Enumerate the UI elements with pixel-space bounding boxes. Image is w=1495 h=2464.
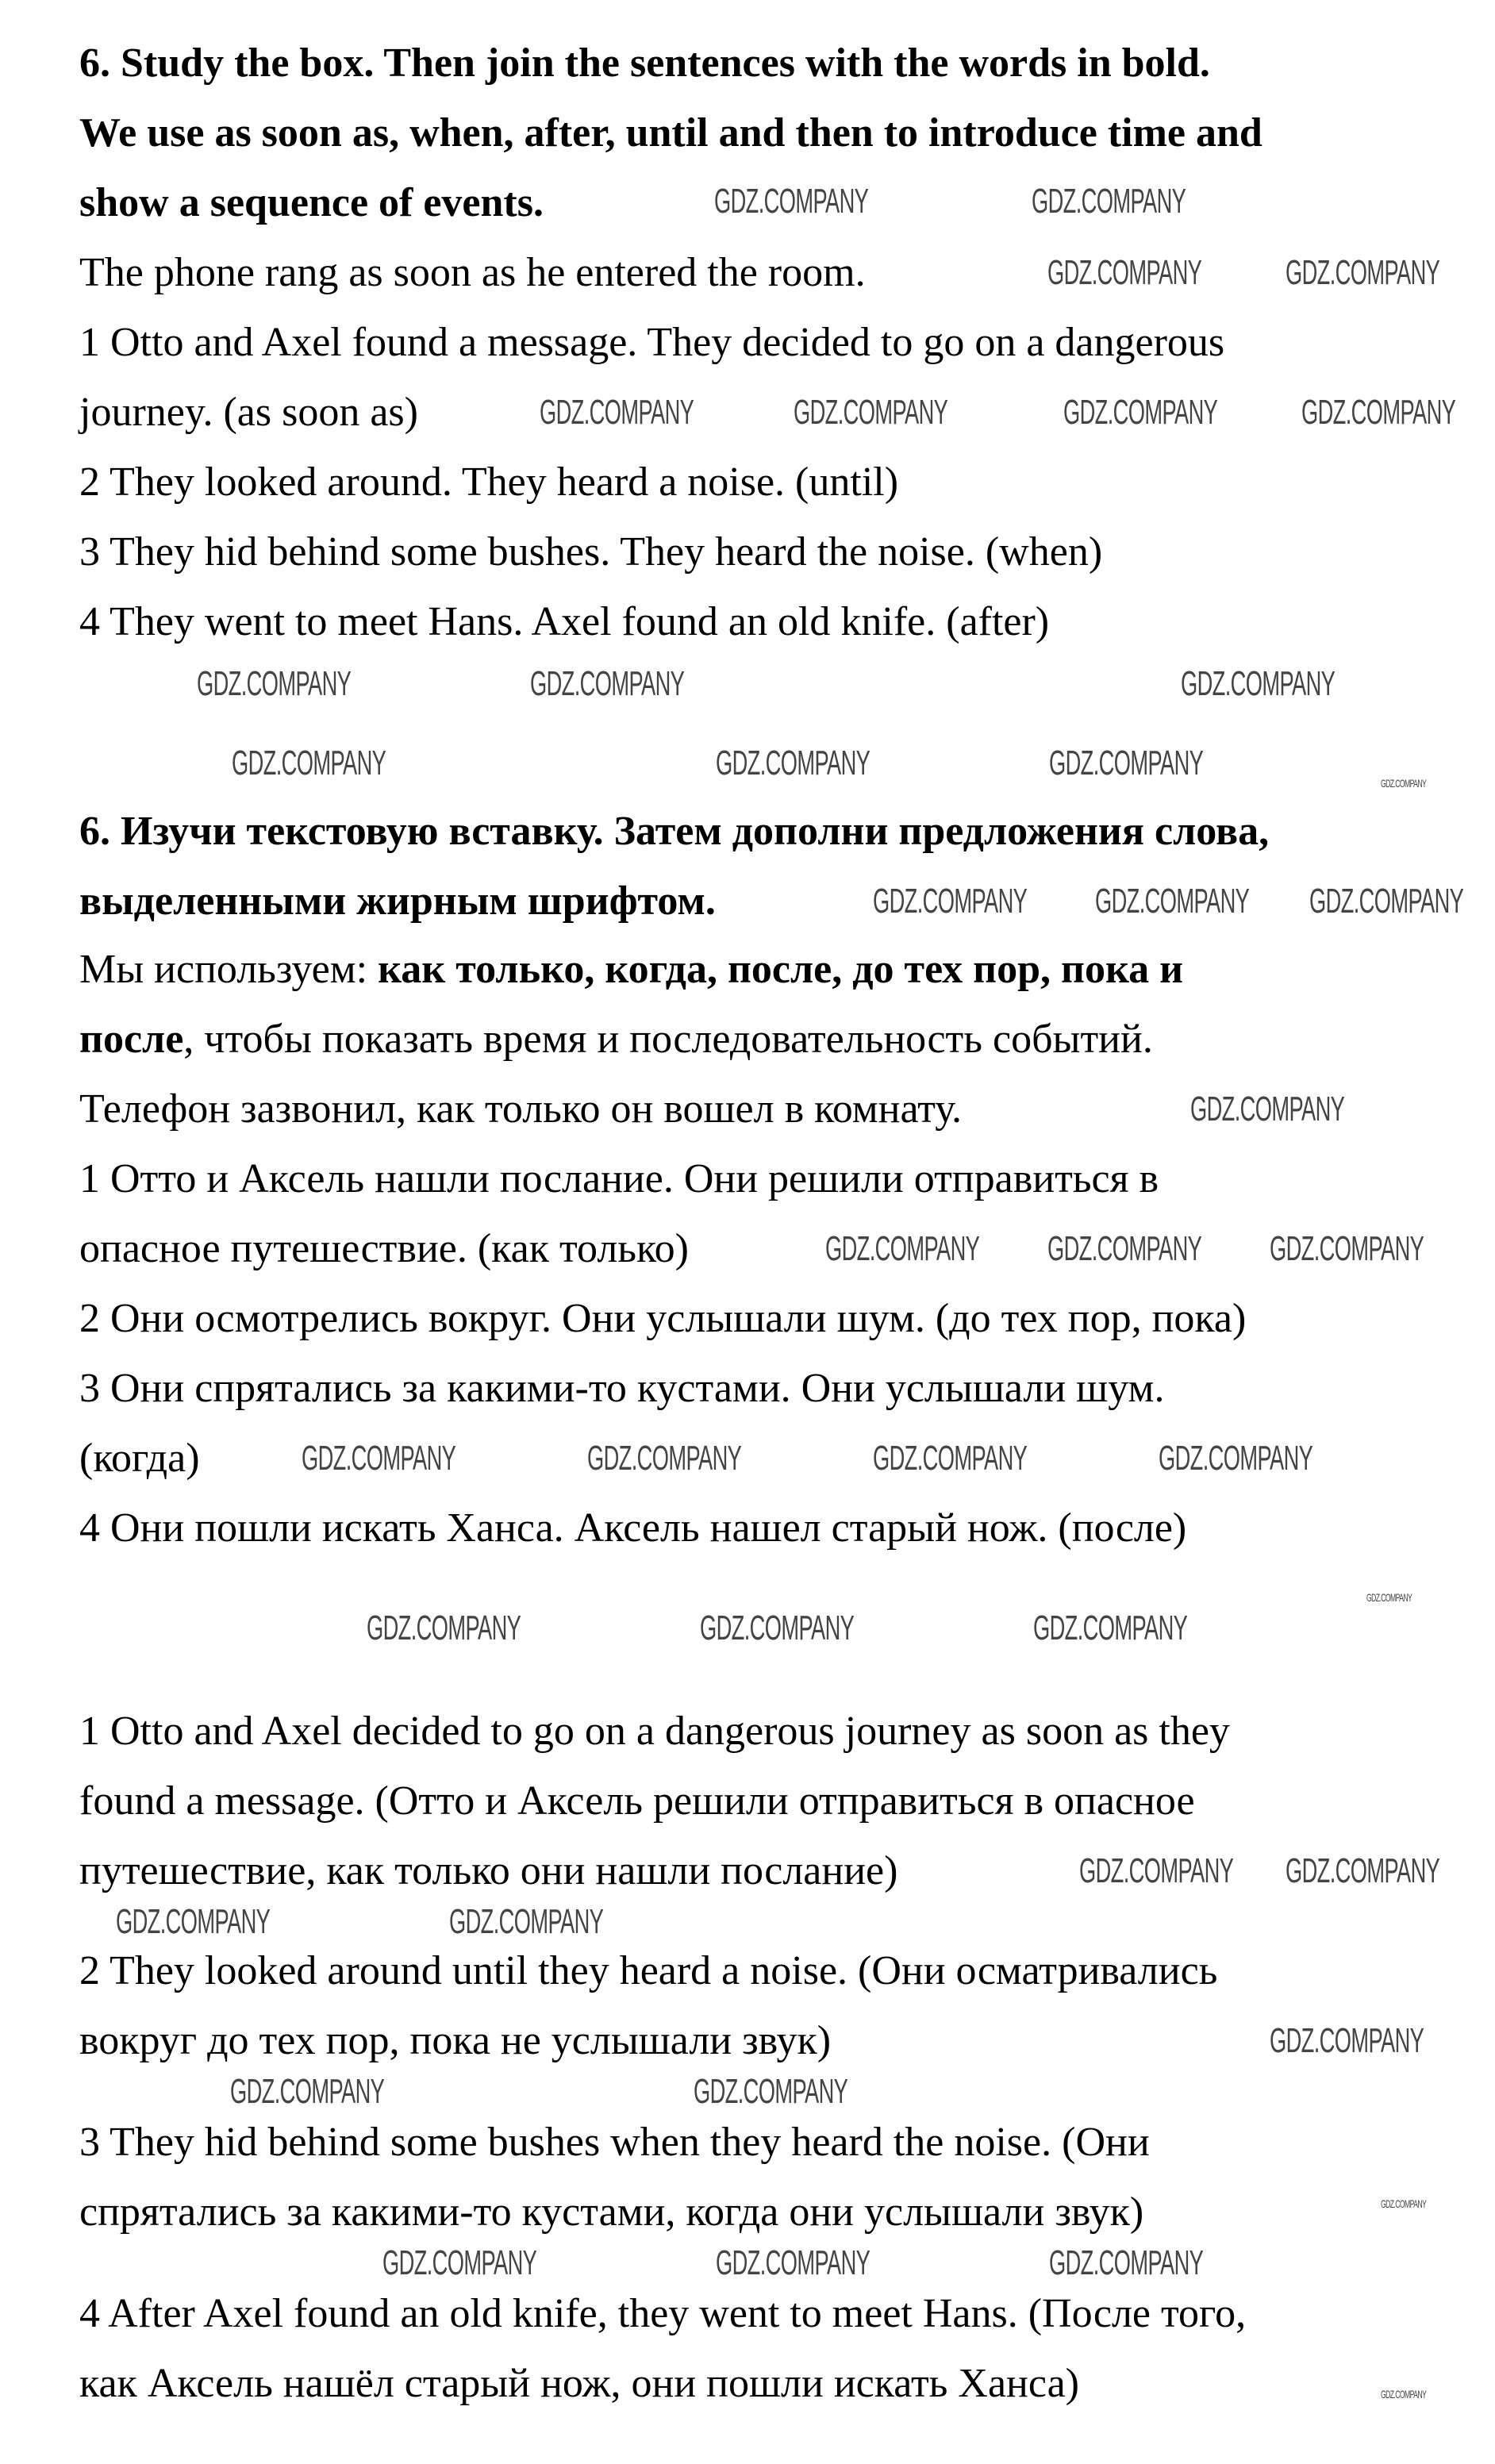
watermark: GDZ.COMPANY — [1270, 2021, 1424, 2060]
watermark: GDZ.COMPANY — [1286, 1851, 1440, 1890]
watermark: GDZ.COMPANY — [794, 393, 948, 432]
watermark: GDZ.COMPANY — [116, 1902, 271, 1941]
intro-suffix: , чтобы показать время и последовательность событий. — [183, 1017, 1153, 1062]
exercise-item: journey. (as soon as) — [79, 390, 418, 435]
task-title: 6. Study the box. Then join the sentences with the words in bold. — [79, 40, 1210, 86]
watermark: GDZ.COMPANY — [694, 2072, 848, 2111]
watermark: GDZ.COMPANY — [540, 393, 694, 432]
task-title: выделенными жирным шрифтом. — [79, 878, 716, 924]
watermark: GDZ.COMPANY — [1381, 2197, 1427, 2210]
answer-line: 2 They looked around until they heard a noise. (Они осматривались — [79, 1948, 1218, 1993]
box-text: We use as soon as, when, after, until and then to introduce time and — [79, 110, 1262, 156]
watermark: GDZ.COMPANY — [825, 1229, 980, 1268]
intro-prefix: Мы используем: — [79, 947, 379, 992]
exercise-item: 4 They went to meet Hans. Axel found an old knife. (after) — [79, 599, 1050, 644]
watermark: GDZ.COMPANY — [716, 744, 870, 782]
exercise-item: 2 Они осмотрелись вокруг. Они услышали шум. (до тех пор, пока) — [79, 1296, 1247, 1341]
exercise-item: 1 Отто и Аксель нашли послание. Они решили отправиться в — [79, 1156, 1159, 1201]
answer-line: путешествие, как только они нашли послание) — [79, 1848, 898, 1893]
watermark: GDZ.COMPANY — [1270, 1229, 1424, 1268]
watermark: GDZ.COMPANY — [1033, 1609, 1188, 1647]
watermark: GDZ.COMPANY — [382, 2243, 537, 2282]
watermark: GDZ.COMPANY — [1286, 253, 1440, 292]
watermark: GDZ.COMPANY — [873, 1439, 1028, 1478]
watermark: GDZ.COMPANY — [1079, 1851, 1234, 1890]
watermark: GDZ.COMPANY — [1181, 664, 1336, 703]
watermark: GDZ.COMPANY — [1047, 1229, 1202, 1268]
answer-line: found a message. (Отто и Аксель решили отправиться в опасное — [79, 1778, 1195, 1824]
exercise-item: 3 Они спрятались за какими-то кустами. Они услышали шум. — [79, 1366, 1165, 1411]
watermark: GDZ.COMPANY — [1049, 744, 1204, 782]
exercise-item: 3 They hid behind some bushes. They heard the noise. (when) — [79, 529, 1103, 575]
example-sentence: The phone rang as soon as he entered the room. — [79, 250, 866, 295]
intro-bold: после — [79, 1017, 184, 1062]
watermark: GDZ.COMPANY — [449, 1902, 604, 1941]
exercise-item: 1 Otto and Axel found a message. They decided to go on a dangerous — [79, 320, 1225, 365]
answer-line: 4 After Axel found an old knife, they went to meet Hans. (После того, — [79, 2291, 1247, 2336]
watermark: GDZ.COMPANY — [716, 2243, 870, 2282]
watermark: GDZ.COMPANY — [530, 664, 685, 703]
watermark: GDZ.COMPANY — [230, 2072, 385, 2111]
intro-text — [79, 1016, 1153, 1063]
watermark: GDZ.COMPANY — [1032, 182, 1186, 221]
watermark: GDZ.COMPANY — [1049, 2243, 1204, 2282]
task-title: 6. Изучи текстовую вставку. Затем дополни предложения слова, — [79, 809, 1270, 854]
watermark: GDZ.COMPANY — [302, 1439, 456, 1478]
exercise-item: опасное путешествие. (как только) — [79, 1226, 689, 1271]
watermark: GDZ.COMPANY — [1095, 882, 1250, 921]
watermark: GDZ.COMPANY — [700, 1609, 855, 1647]
exercise-item: (когда) — [79, 1436, 200, 1481]
watermark: GDZ.COMPANY — [1366, 1591, 1412, 1604]
answer-line: как Аксель нашёл старый нож, они пошли искать Ханса) — [79, 2361, 1079, 2406]
watermark: GDZ.COMPANY — [367, 1609, 521, 1647]
watermark: GDZ.COMPANY — [1381, 2388, 1427, 2401]
watermark: GDZ.COMPANY — [714, 182, 869, 221]
watermark: GDZ.COMPANY — [873, 882, 1028, 921]
watermark: GDZ.COMPANY — [1063, 393, 1218, 432]
watermark: GDZ.COMPANY — [1047, 253, 1202, 292]
exercise-item: 4 Они пошли искать Ханса. Аксель нашел старый нож. (после) — [79, 1505, 1187, 1551]
watermark: GDZ.COMPANY — [197, 664, 352, 703]
answer-line: 3 They hid behind some bushes when they heard the noise. (Они — [79, 2120, 1150, 2165]
intro-text — [79, 946, 1183, 994]
exercise-item: 2 They looked around. They heard a noise. (until) — [79, 459, 899, 505]
box-text: show a sequence of events. — [79, 180, 544, 225]
watermark: GDZ.COMPANY — [1159, 1439, 1313, 1478]
watermark: GDZ.COMPANY — [587, 1439, 742, 1478]
watermark: GDZ.COMPANY — [232, 744, 386, 782]
answer-line: вокруг до тех пор, пока не услышали звук) — [79, 2018, 832, 2063]
example-sentence: Телефон зазвонил, как только он вошел в комнату. — [79, 1086, 963, 1132]
watermark: GDZ.COMPANY — [1309, 882, 1464, 921]
answer-line: спрятались за какими-то кустами, когда они услышали звук) — [79, 2189, 1144, 2235]
answer-line: 1 Otto and Axel decided to go on a dangerous journey as soon as they — [79, 1709, 1230, 1754]
watermark: GDZ.COMPANY — [1381, 777, 1427, 790]
watermark: GDZ.COMPANY — [1301, 393, 1456, 432]
watermark: GDZ.COMPANY — [1190, 1090, 1345, 1128]
intro-bold: как только, когда, после, до тех пор, пока и — [378, 947, 1184, 992]
